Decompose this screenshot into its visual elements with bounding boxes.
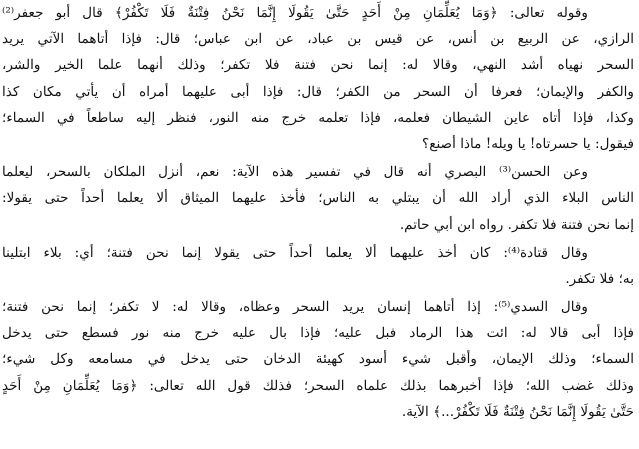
- text-line: والكفر والإيمان؛ فعرفا أن السحر من الكفر؛ قال: فإذا أبى عليهما أمراه أن يأتي مكان كذا: [2, 83, 634, 100]
- text-line: الرازي، عن الربيع بن أنس، عن قيس بن عباد، عن ابن عباس؛ قال: فإذا أتاهما الآتي يريد: [2, 31, 634, 48]
- text-line: حَتَّىٰ يَقُولَا إِنَّمَا نَحْنُ فِتْنَةٌ فَلَا تَكْفُرْ...﴾ الآية.: [401, 403, 634, 420]
- text-line: وعن الحسن⁽³⁾ البصري أنه قال في تفسير هذه الآية: نعم، أنزل الملكان بالسحر، ليعلما: [2, 164, 588, 181]
- text-line: الناس البلاء الذي أراد الله أن يبتلي به الناس؛ فأخذ عليهما الميثاق ألا يعلما أحداً حتى يقولا:: [2, 190, 634, 207]
- paragraph-quote-abu-jafar: [2, 0, 634, 157]
- text-line: وقال قتادة⁽⁴⁾: كان أخذ عليهما ألا يعلما أحداً حتى يقولا إنما نحن فتنة؛ أي: بلاء ابتلينا: [2, 244, 588, 261]
- text-line: فيقول: يا حسرتاه! يا ويله! ماذا أصنع؟: [422, 135, 634, 152]
- paragraph-quote-qatada: [2, 240, 634, 292]
- text-line: وقوله تعالى: ﴿وَمَا يُعَلِّمَانِ مِنْ أَحَدٍ حَتَّىٰ يَقُولَا إِنَّمَا نَحْنُ فِتْنَةٌ فَلَا تَكْفُرْ﴾ قال أبو جعفر⁽²⁾: [2, 5, 588, 21]
- paragraph-quote-al-hasan: [2, 159, 634, 238]
- text-line: فإذا أبى قالا له: ائت هذا الرماد فبل عليه؛ فإذا بال عليه خرج منه نور فسطع حتى يدخل: [2, 325, 634, 342]
- text-line: وذلك غضب الله؛ فإذا أخبرهما بذلك علماه السحر؛ فذلك قول الله تعالى: ﴿وَمَا يُعَلِّمَانِ مِنْ أَحَدٍ: [2, 377, 634, 394]
- paragraph-quote-al-suddi: [2, 294, 634, 425]
- text-line: إنما نحن فتنة فلا تكفر. رواه ابن أبي حاتم.: [399, 216, 634, 233]
- text-line: وقال السدي⁽⁵⁾: إذا أتاهما إنسان يريد السحر وعظاه، وقالا له: لا تكفر؛ إنما نحن فتنة؛: [2, 299, 588, 316]
- text-line: السماء؛ وذلك الإيمان، وأقبل شيء أسود كهيئة الدخان حتى يدخل في مسامعه وكل شيء؛: [2, 351, 634, 368]
- text-line: به؛ فلا تكفر.: [565, 270, 634, 287]
- document-page: [2, 0, 634, 449]
- text-line: وكذا، فإذا أتاه عاين الشيطان فعلمه، فإذا تعلمه خرج منه النور، فنظر إليه ساطعاً في السماء؛: [2, 109, 634, 126]
- text-line: السحر نهياه أشد النهي، وقالا له: إنما نحن فتنة فلا تكفر؛ وذلك أنهما علما الخير والشر،: [2, 57, 634, 74]
